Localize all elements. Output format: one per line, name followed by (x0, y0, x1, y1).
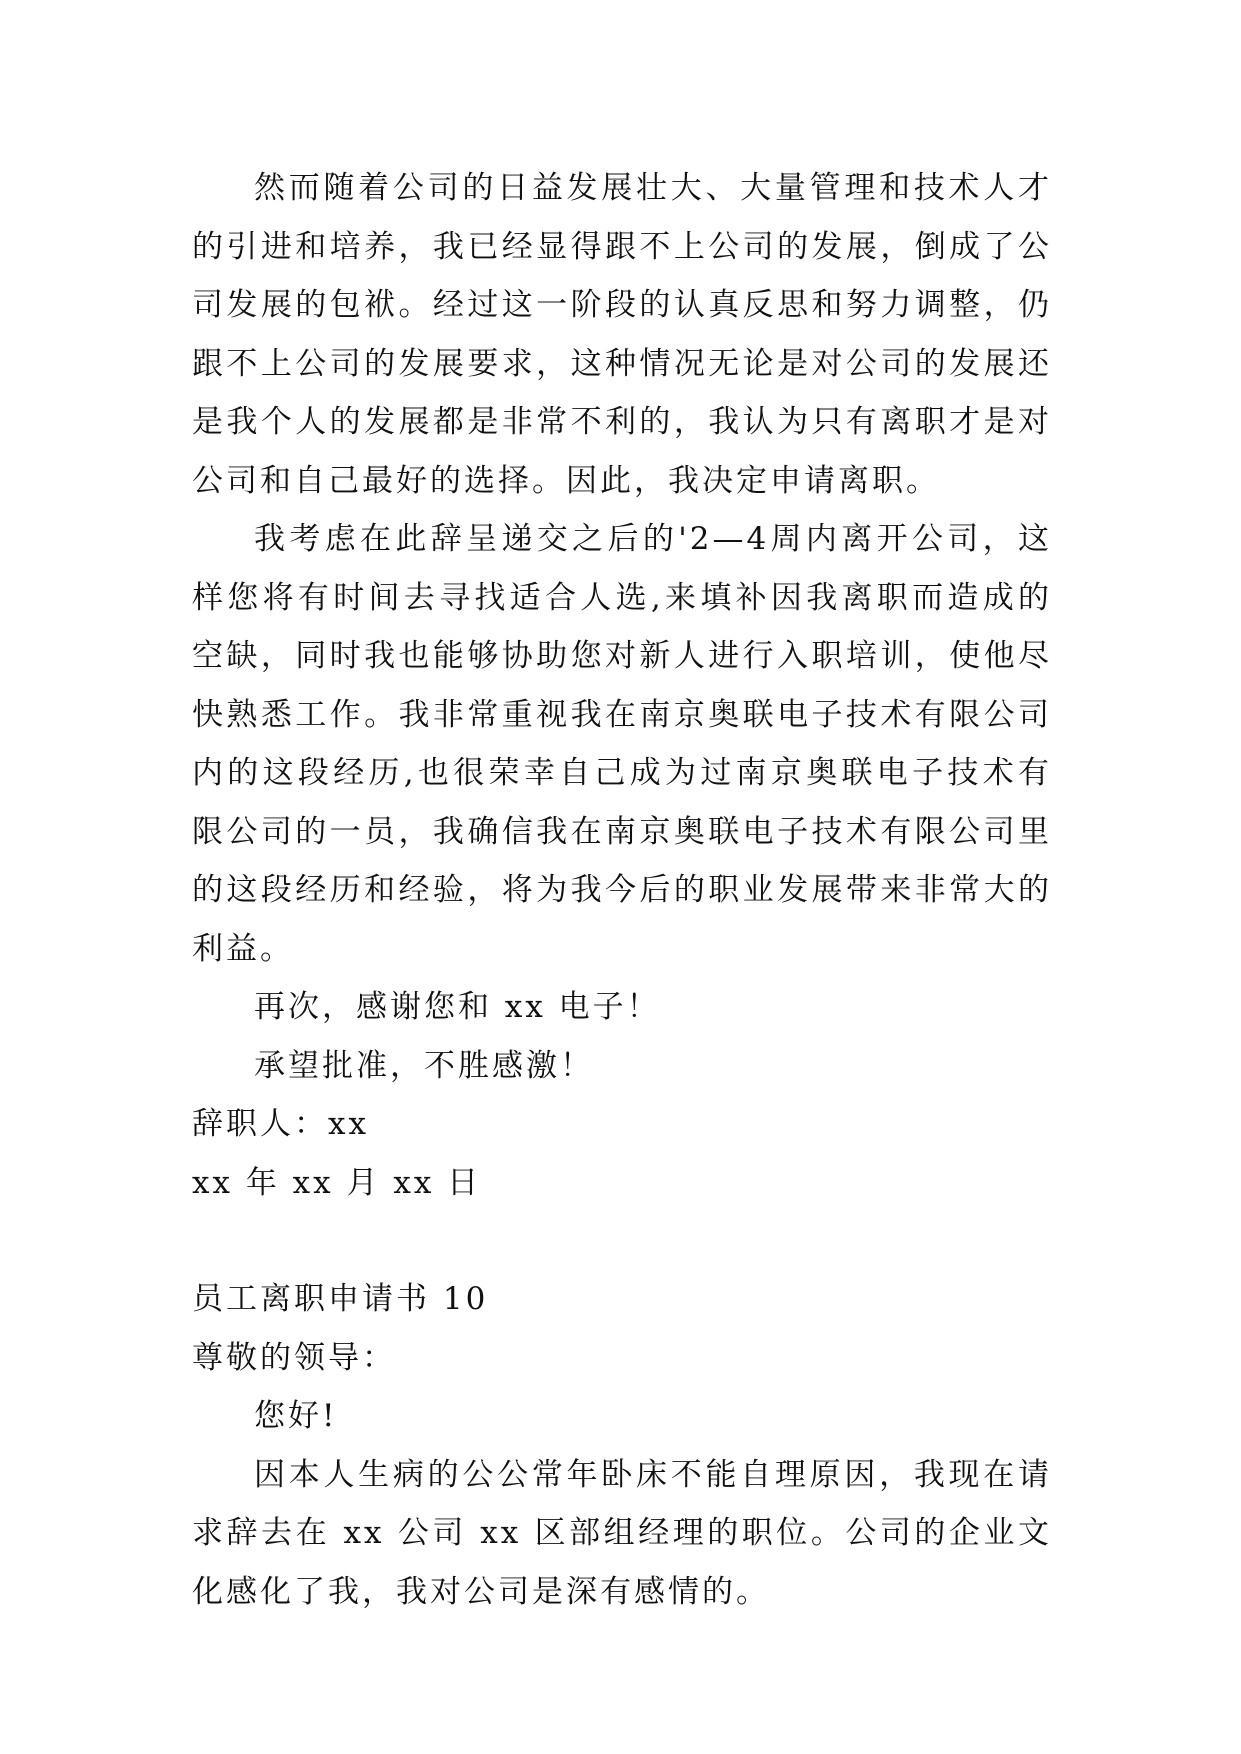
date-line: xx 年 xx 月 xx 日 (192, 1164, 482, 1201)
salutation-line: 尊敬的领导： (192, 1339, 396, 1376)
greeting-line: 您好! (254, 1398, 338, 1434)
next-letter-paragraph-1: 因本人生病的公公常年卧床不能自理原因，我现在请求辞去在 xx 公司 xx 区部组经理的职位。公司的企业文化感化了我，我对公司是深有感情的。 (192, 1456, 1052, 1610)
signer-line: 辞职人：xx (192, 1106, 369, 1142)
approval-line: 承望批准，不胜感激！ (254, 1047, 594, 1084)
letter-title: 员工离职申请书 10 (192, 1281, 489, 1317)
body-paragraph-2: 我考虑在此辞呈递交之后的'2—4周内离开公司，这样您将有时间去寻找适合人选,来填补因我离职而造成的空缺，同时我也能够协助您对新人进行入职培训，使他尽快熟悉工作。我非常重视我在南京奥联电子技术有限公司内的这段经历,也很荣幸自己成为过南京奥联电子技术有限公司的一员，我确信我在南京奥联电子技术有限公司里的这段经历和经验，将为我今后的职业发展带来非常大的利益。 (192, 521, 1052, 967)
thanks-line: 再次，感谢您和 xx 电子！ (254, 989, 661, 1025)
body-paragraph-1: 然而随着公司的日益发展壮大、大量管理和技术人才的引进和培养，我已经显得跟不上公司的发展，倒成了公司发展的包袱。经过这一阶段的认真反思和努力调整，仍跟不上公司的发展要求，这种情况无论是对公司的发展还是我个人的发展都是非常不利的，我认为只有离职才是对公司和自己最好的选择。因此，我决定申请离职。 (192, 170, 1052, 499)
section-gap (192, 1212, 1052, 1270)
document-body (192, 159, 1052, 1621)
